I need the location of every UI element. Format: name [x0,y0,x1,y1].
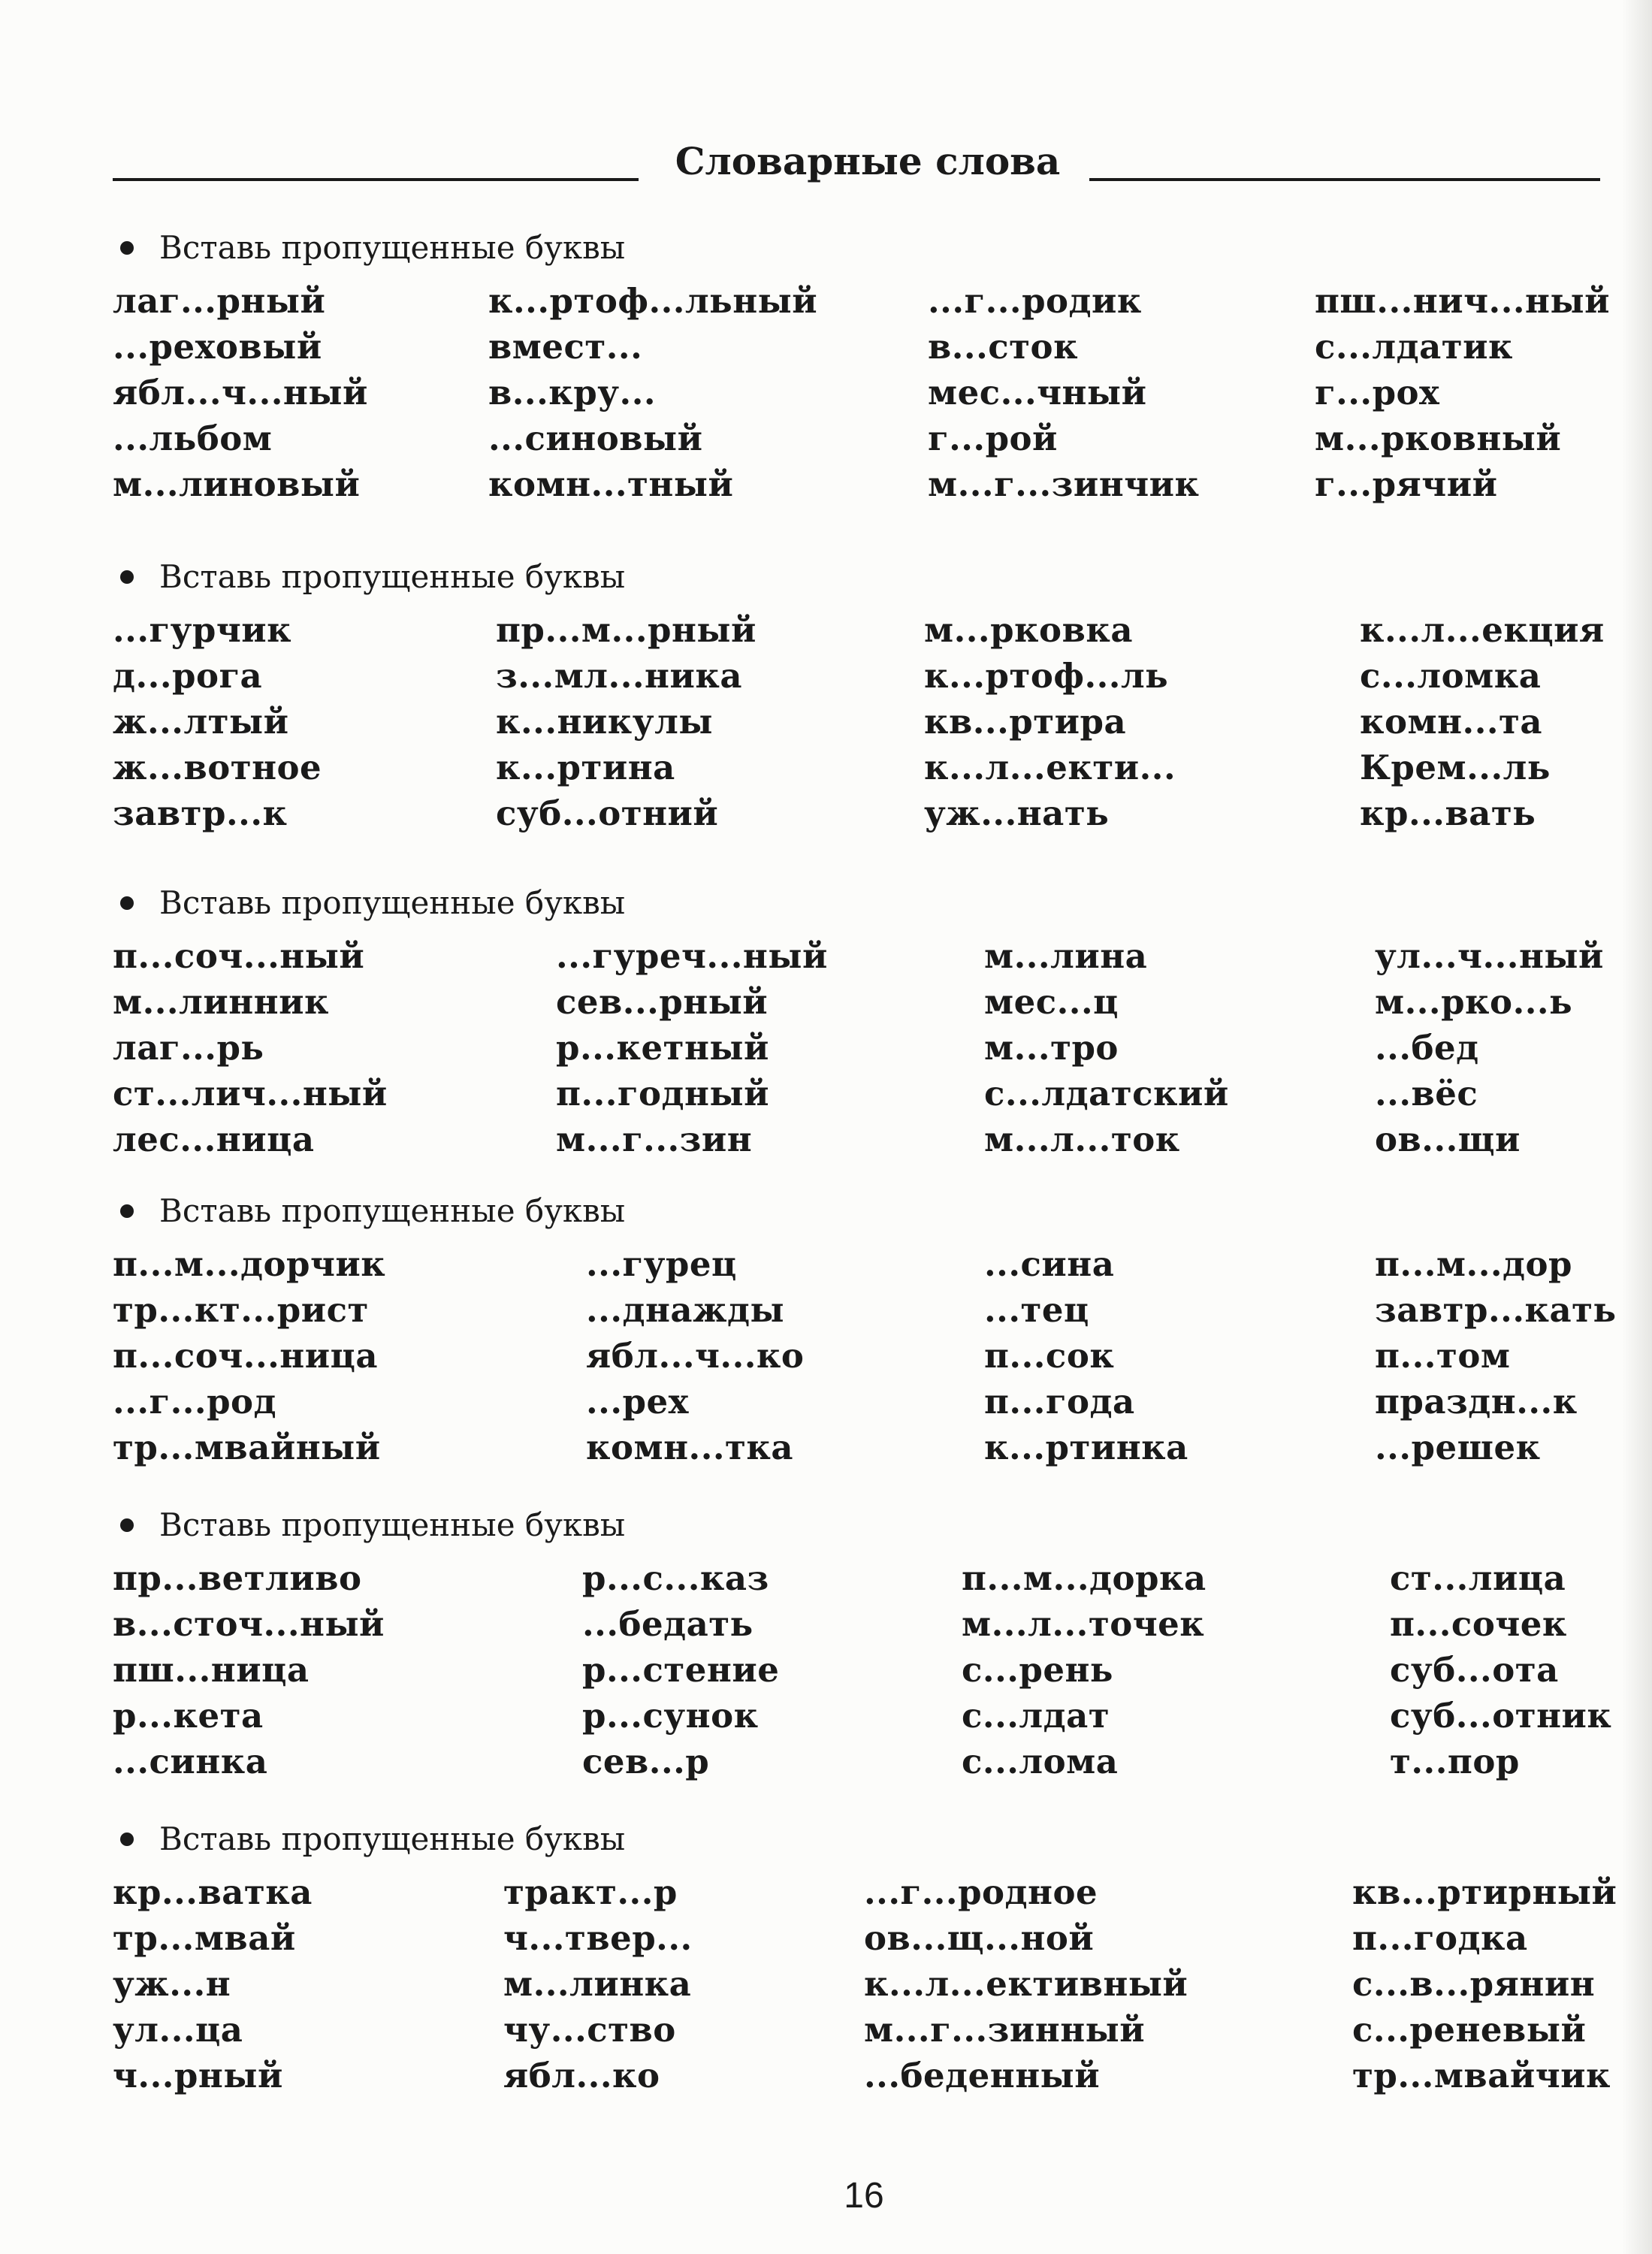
word-columns [113,278,1610,511]
bullet-icon [120,896,134,910]
word-column [1375,1241,1617,1470]
vocabulary-word: м...тро [984,1028,1119,1068]
exercise-section [113,225,1610,511]
vocabulary-word: з...мл...ника [496,656,743,696]
vocabulary-word: п...соч...ный [113,936,365,976]
vocabulary-word: ж...лтый [113,702,289,742]
vocabulary-word: ...вёс [1375,1074,1478,1113]
word-columns [113,933,1604,1166]
title-rule-right [1089,178,1600,181]
vocabulary-word: ст...лич...ный [113,1074,388,1113]
vocabulary-word: тр...мвай [113,1918,296,1958]
word-column [1360,607,1605,836]
vocabulary-word: пш...ница [113,1650,310,1690]
vocabulary-word: ...реховый [113,327,322,367]
vocabulary-word: ...днажды [586,1290,785,1330]
vocabulary-word: к...ртина [496,748,675,787]
vocabulary-word: ...синка [113,1742,268,1781]
vocabulary-word: м...рковный [1315,418,1562,458]
vocabulary-word: комн...та [1360,702,1543,742]
bullet-icon [120,1204,134,1218]
exercise-instruction [113,1189,1600,1234]
vocabulary-word: г...рой [928,418,1058,458]
vocabulary-word: ...сина [984,1244,1115,1284]
word-column [113,1555,385,1784]
vocabulary-word: лаг...рь [113,1028,264,1068]
vocabulary-word: м...рковка [924,610,1133,650]
vocabulary-word: с...лдатик [1315,327,1514,367]
bullet-icon [120,1833,134,1846]
vocabulary-word: тр...кт...рист [113,1290,369,1330]
vocabulary-word: м...рко...ь [1375,982,1573,1022]
vocabulary-word: п...м...дорчик [113,1244,386,1284]
vocabulary-word: м...линовый [113,464,361,504]
vocabulary-word: в...сточ...ный [113,1604,385,1644]
page-number: 16 [844,2176,884,2216]
title-row [113,139,1600,199]
instruction-text: Вставь пропущенные буквы [159,1192,626,1229]
vocabulary-word: с...в...рянин [1352,1964,1596,2004]
vocabulary-word: ж...вотное [113,748,322,787]
vocabulary-word: кв...ртирный [1352,1872,1617,1912]
vocabulary-word: п...м...дорка [962,1558,1207,1598]
vocabulary-word: г...рячий [1315,464,1498,504]
vocabulary-word: г...рох [1315,373,1440,412]
bullet-icon [120,570,134,584]
vocabulary-word: д...рога [113,656,263,696]
vocabulary-word: мес...чный [928,373,1147,412]
word-columns [113,1869,1617,2102]
vocabulary-word: сев...р [582,1742,710,1781]
vocabulary-word: м...линник [113,982,329,1022]
vocabulary-word: кр...вать [1360,793,1536,833]
vocabulary-word: к...л...екция [1360,610,1605,650]
vocabulary-word: с...лома [962,1742,1119,1781]
vocabulary-word: пр...м...рный [496,610,757,650]
vocabulary-word: ябл...ч...ко [586,1336,805,1376]
word-column [586,1241,804,1470]
vocabulary-word: р...с...каз [582,1558,769,1598]
vocabulary-word: р...сунок [582,1696,759,1736]
vocabulary-word: лес...ница [113,1119,315,1159]
word-column [113,278,368,507]
vocabulary-word: м...лина [984,936,1148,976]
vocabulary-word: с...реневый [1352,2010,1587,2050]
vocabulary-word: ул...ца [113,2010,243,2050]
vocabulary-word: м...г...зин [556,1119,753,1159]
exercise-section [113,1189,1617,1474]
vocabulary-word: п...сок [984,1336,1115,1376]
vocabulary-word: ...рех [586,1382,689,1422]
vocabulary-word: ...беденный [864,2056,1101,2095]
vocabulary-word: комн...тка [586,1428,794,1467]
vocabulary-word: с...лдат [962,1696,1110,1736]
vocabulary-word: ст...лица [1390,1558,1566,1598]
vocabulary-word: в...кру... [488,373,657,412]
vocabulary-word: ч...твер... [503,1918,693,1958]
vocabulary-word: праздн...к [1375,1382,1578,1422]
vocabulary-word: завтр...кать [1375,1290,1617,1330]
vocabulary-word: уж...н [113,1964,231,2004]
word-column [984,933,1229,1162]
vocabulary-word: кв...ртира [924,702,1127,742]
vocabulary-word: м...л...ток [984,1119,1180,1159]
vocabulary-word: к...ртоф...ль [924,656,1169,696]
vocabulary-word: тр...мвайный [113,1428,381,1467]
vocabulary-word: Крем...ль [1360,748,1551,787]
exercise-instruction [113,554,1600,600]
vocabulary-word: суб...отник [1390,1696,1612,1736]
vocabulary-word: т...пор [1390,1742,1520,1781]
vocabulary-word: кр...ватка [113,1872,313,1912]
vocabulary-word: м...л...точек [962,1604,1205,1644]
vocabulary-word: комн...тный [488,464,734,504]
instruction-text: Вставь пропущенные буквы [159,558,626,595]
vocabulary-word: п...сочек [1390,1604,1567,1644]
instruction-text: Вставь пропущенные буквы [159,884,626,921]
vocabulary-word: ...синовый [488,418,703,458]
word-column [1390,1555,1611,1784]
vocabulary-word: п...соч...ница [113,1336,379,1376]
vocabulary-word: к...ртинка [984,1428,1188,1467]
word-columns [113,1241,1617,1474]
vocabulary-word: лаг...рный [113,281,326,321]
word-column [488,278,817,507]
vocabulary-word: п...годный [556,1074,769,1113]
vocabulary-word: ...г...родное [864,1872,1098,1912]
vocabulary-word: суб...ота [1390,1650,1559,1690]
title-rule-left [113,178,639,181]
vocabulary-word: ...бедать [582,1604,754,1644]
vocabulary-word: в...сток [928,327,1079,367]
word-column [582,1555,779,1784]
vocabulary-word: ул...ч...ный [1375,936,1604,976]
vocabulary-word: п...том [1375,1336,1511,1376]
vocabulary-word: ...гурчик [113,610,292,650]
word-column [113,607,322,836]
vocabulary-word: ч...рный [113,2056,283,2095]
exercise-instruction [113,225,1600,270]
vocabulary-word: с...рень [962,1650,1113,1690]
word-column [113,1869,313,2098]
vocabulary-word: р...стение [582,1650,780,1690]
vocabulary-word: с...ломка [1360,656,1542,696]
vocabulary-word: ябл...ч...ный [113,373,368,412]
vocabulary-word: мес...ц [984,982,1119,1022]
instruction-text: Вставь пропущенные буквы [159,1820,626,1857]
word-column [924,607,1176,836]
vocabulary-word: ...г...родик [928,281,1142,321]
vocabulary-word: ...гуреч...ный [556,936,828,976]
vocabulary-word: тр...мвайчик [1352,2056,1611,2095]
vocabulary-word: п...м...дор [1375,1244,1572,1284]
bullet-icon [120,241,134,255]
vocabulary-word: ов...щ...ной [864,1918,1095,1958]
vocabulary-word: ...гурец [586,1244,737,1284]
vocabulary-word: тракт...р [503,1872,678,1912]
word-column [984,1241,1188,1470]
vocabulary-word: ...тец [984,1290,1089,1330]
word-column [113,933,388,1162]
vocabulary-word: пр...ветливо [113,1558,362,1598]
vocabulary-word: ...г...род [113,1382,277,1422]
vocabulary-word: вмест... [488,327,643,367]
vocabulary-word: к...никулы [496,702,713,742]
vocabulary-word: ...льбом [113,418,273,458]
vocabulary-word: чу...ство [503,2010,676,2050]
vocabulary-word: к...л...екти... [924,748,1176,787]
vocabulary-word: м...г...зинчик [928,464,1200,504]
word-column [928,278,1200,507]
word-column [1352,1869,1617,2098]
vocabulary-word: р...кетный [556,1028,769,1068]
vocabulary-word: п...года [984,1382,1135,1422]
word-columns [113,1555,1612,1788]
instruction-text: Вставь пропущенные буквы [159,1506,626,1543]
word-column [113,1241,385,1470]
vocabulary-word: р...кета [113,1696,264,1736]
exercise-section [113,1503,1612,1788]
instruction-text: Вставь пропущенные буквы [159,229,626,266]
exercise-instruction [113,881,1600,926]
word-columns [113,607,1605,840]
vocabulary-word: уж...нать [924,793,1110,833]
word-column [1375,933,1604,1162]
word-column [556,933,828,1162]
exercise-section [113,1817,1617,2102]
bullet-icon [120,1518,134,1532]
page-edge-shadow [1622,0,1652,2254]
exercise-section [113,881,1604,1166]
vocabulary-word: с...лдатский [984,1074,1229,1113]
vocabulary-word: ов...щи [1375,1119,1521,1159]
vocabulary-word: м...линка [503,1964,692,2004]
vocabulary-word: к...л...ективный [864,1964,1188,2004]
word-column [1315,278,1610,507]
vocabulary-word: суб...отний [496,793,719,833]
vocabulary-word: сев...рный [556,982,769,1022]
vocabulary-word: завтр...к [113,793,288,833]
vocabulary-word: ...бед [1375,1028,1479,1068]
vocabulary-word: ябл...ко [503,2056,660,2095]
vocabulary-word: ...решек [1375,1428,1541,1467]
word-column [864,1869,1188,2098]
exercise-instruction [113,1817,1600,1862]
page-title: Словарные слова [675,139,1061,183]
exercise-section [113,554,1605,840]
vocabulary-word: к...ртоф...льный [488,281,818,321]
vocabulary-word: п...годка [1352,1918,1528,1958]
word-column [503,1869,693,2098]
word-column [962,1555,1207,1784]
vocabulary-word: м...г...зинный [864,2010,1146,2050]
word-column [496,607,757,836]
vocabulary-word: пш...нич...ный [1315,281,1610,321]
exercise-instruction [113,1503,1600,1548]
